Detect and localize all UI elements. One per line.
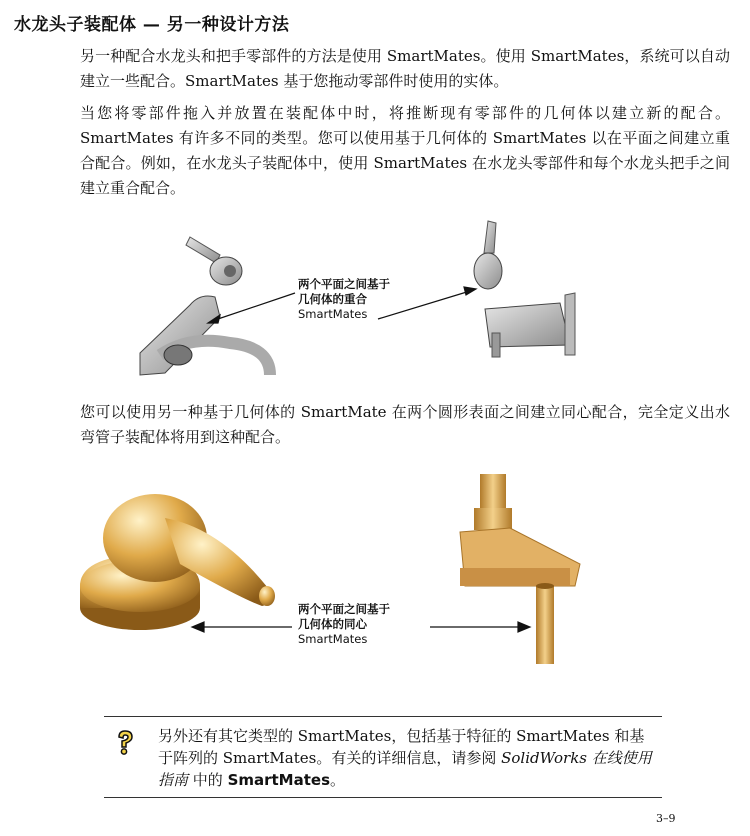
- callout-text: 两个平面之间基于: [298, 602, 390, 616]
- paragraph-geometry: 当您将零部件拖入并放置在装配体中时，将推断现有零部件的几何体以建立新的配合。SmartMates 有许多不同的类型。您可以使用基于几何体的 SmartMates 以在平面之间建立重合配合。例如，在水龙头子装配体中，使用 SmartMates 在水龙头零部件和每个水龙头把手之间建立重合配合。: [80, 104, 730, 197]
- paragraph-intro: 另一种配合水龙头和把手零部件的方法是使用 SmartMates。使用 SmartMates，系统可以自动建立一些配合。SmartMates 基于您拖动零部件时使用的实体。: [80, 47, 730, 90]
- note-text-end: 。: [330, 771, 346, 789]
- gold-spout-right: [460, 474, 580, 664]
- callout-text: SmartMates: [298, 632, 368, 646]
- note-text: [158, 725, 658, 791]
- tip-note: [104, 716, 662, 798]
- note-text-a: 另外还有其它类型的 SmartMates，包括基于特征的 SmartMates 和基于阵列的 SmartMates。有关的详细信息，请参阅: [158, 727, 645, 767]
- callout-text: 两个平面之间基于: [298, 277, 390, 291]
- question-icon: [114, 729, 136, 755]
- callout-coincident: [298, 277, 390, 322]
- callout-text: SmartMates: [298, 307, 368, 321]
- callout-text: 几何体的重合: [298, 292, 367, 306]
- callout-concentric: [298, 602, 390, 647]
- gold-faucet-left: [80, 494, 275, 630]
- smartmates-term: SmartMates: [227, 771, 331, 789]
- faucet-handle-left: [186, 237, 242, 285]
- page-title: 水龙头子装配体 — 另一种设计方法: [14, 15, 290, 35]
- help-reference: SolidWorks 在线使用指南: [158, 749, 652, 789]
- callout-text: 几何体的同心: [298, 617, 367, 631]
- paragraph-concentric: 您可以使用另一种基于几何体的 SmartMate 在两个圆形表面之间建立同心配合，完全定义出水弯管子装配体将用到这种配合。: [80, 403, 730, 446]
- page-number: 3–9: [656, 812, 676, 825]
- faucet-handle-right: [474, 221, 502, 289]
- faucet-plate-right: [485, 293, 575, 357]
- note-text-b: 中的: [188, 771, 228, 789]
